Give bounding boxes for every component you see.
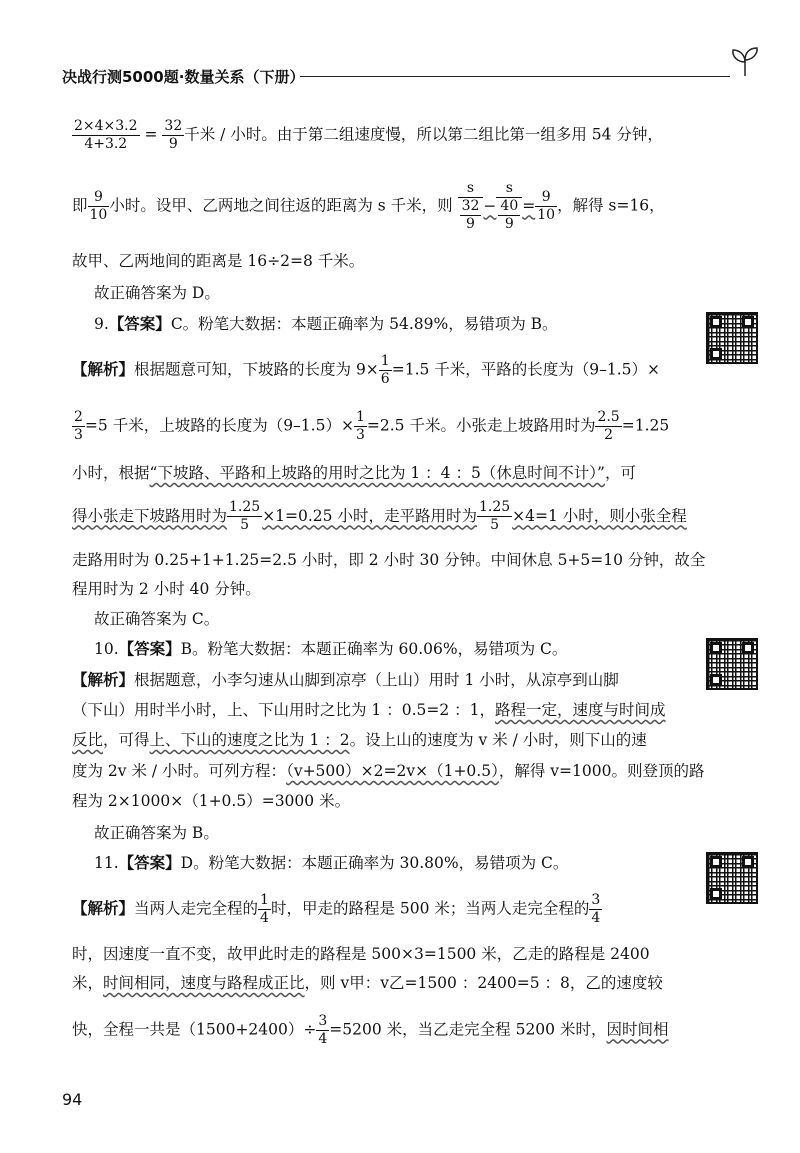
answer-line: 故正确答案为 B。 xyxy=(94,824,219,842)
q11-line-2: 时，因速度一直不变，故甲此时走的路程是 500×3=1500 米，乙走的路程是 2400 xyxy=(72,945,650,963)
q10-line-3: 反比，可得上、下山的速度之比为 1 ：2。设上山的速度为 v 米 / 小时，则下山的速 xyxy=(72,731,647,749)
line-b1-2: 即 $\frac{9}{10}$ 小时。设甲、乙两地之间往返的距离为 s 千米，则 $\frac{s}{\frac{32}{9}}$ − $\frac{s}{\frac{40}{9}}$ = $\frac{9}{10}$ ，解得 s=16， xyxy=(72,180,665,232)
q9-line-3: 小时，根据“下坡路、平路和上坡路的用时之比为 1 ：4 ：5（休息时间不计）”，可 xyxy=(72,464,636,482)
q11-line-1: 【解析】当两人走完全程的 $\frac{1}{4}$ 时，甲走的路程是 500 米；当两人走完全程的 $\frac{3}{4}$ xyxy=(72,892,601,926)
header-rule xyxy=(300,76,730,77)
fraction: $\frac{9}{10}$ xyxy=(89,189,108,223)
line-b1-1: $\frac{2\times 4\times 3.2}{4+3.2}$ = $\frac{32}{9}$ 千米 / 小时。由于第二组速度慢，所以第二组比第一组多用 54 分钟， xyxy=(74,118,663,152)
fraction: $\frac{1}{4}$ xyxy=(260,892,269,926)
fraction: $\frac{9}{10}$ xyxy=(537,189,556,223)
fraction: $\frac{32}{9}$ xyxy=(164,118,183,152)
fraction: $\frac{3}{4}$ xyxy=(318,1013,328,1047)
q11-answer: 11.【答案】D。粉笔大数据：本题正确率为 30.80%，易错项为 C。 xyxy=(94,854,569,872)
fraction: $\frac{1}{3}$ xyxy=(355,409,365,443)
q9-answer: 9.【答案】C。粉笔大数据：本题正确率为 54.89%，易错项为 B。 xyxy=(94,315,558,333)
fraction: $\frac{s}{\frac{40}{9}}$ xyxy=(496,180,522,233)
sprout-icon xyxy=(728,44,762,78)
q11-line-4: 快，全程一共是（1500+2400）÷ $\frac{3}{4}$ =5200 米，当乙走完全程 5200 米时，因时间相 xyxy=(72,1013,669,1047)
fraction: $\frac{2\times 4\times 3.2}{4+3.2}$ xyxy=(74,118,138,152)
q9-line-2: $\frac{2}{3}$ =5 千米，上坡路的长度为（9–1.5）× $\frac{1}{3}$ =2.5 千米。小张走上坡路用时为 $\frac{2.5}{2}$ =1.25 xyxy=(74,409,670,443)
page-number: 94 xyxy=(62,1090,83,1109)
q9-line-6: 程用时为 2 小时 40 分钟。 xyxy=(72,580,261,598)
qr-code-icon[interactable] xyxy=(706,638,758,690)
fraction: $\frac{2}{3}$ xyxy=(74,409,83,443)
fraction: $\frac{1.25}{5}$ xyxy=(478,499,511,533)
fraction: $\frac{1.25}{5}$ xyxy=(229,499,261,533)
q9-line-4: 得小张走下坡路用时为 $\frac{1.25}{5}$ ×1=0.25 小时，走平路用时为 $\frac{1.25}{5}$ ×4=1 小时，则小张全程 xyxy=(72,499,687,533)
fraction: $\frac{1}{6}$ xyxy=(380,353,390,387)
qr-code-icon[interactable] xyxy=(706,312,758,364)
fraction: $\frac{3}{4}$ xyxy=(591,892,601,926)
qr-code-icon[interactable] xyxy=(706,852,758,904)
running-header-title: 决战行测5000题·数量关系（下册） xyxy=(62,68,305,86)
fraction: $\frac{s}{\frac{32}{9}}$ xyxy=(458,180,484,233)
q9-line-5: 走路用时为 0.25+1+1.25=2.5 小时，即 2 小时 30 分钟。中间休息 5+5=10 分钟，故全 xyxy=(72,551,706,569)
equation-underlined: $\frac{s}{\frac{32}{9}}$ − $\frac{s}{\frac{40}{9}}$ = $\frac{9}{10}$ xyxy=(458,197,557,215)
q10-line-2: （下山）用时半小时，上、下山用时之比为 1 ：0.5=2 ：1，路程一定，速度与时间成 xyxy=(72,701,666,719)
q9-line-1: 【解析】根据题意可知，下坡路的长度为 9× $\frac{1}{6}$ =1.5 千米，平路的长度为（9–1.5）× xyxy=(72,353,661,387)
q11-line-3: 米，时间相同，速度与路程成正比，则 v甲：v乙=1500 ：2400=5 ：8，乙的速度较 xyxy=(72,974,663,992)
q10-line-1: 【解析】根据题意，小李匀速从山脚到凉亭（上山）用时 1 小时，从凉亭到山脚 xyxy=(72,671,619,689)
q10-line-4: 度为 2v 米 / 小时。可列方程：（v+500）×2=2v×（1+0.5），解得 v=1000。则登顶的路 xyxy=(72,762,705,780)
answer-line: 故正确答案为 D。 xyxy=(94,284,220,302)
answer-line: 故正确答案为 C。 xyxy=(94,610,220,628)
q10-answer: 10.【答案】B。粉笔大数据：本题正确率为 60.06%，易错项为 C。 xyxy=(94,640,568,658)
q10-line-5: 程为 2×1000×（1+0.5）=3000 米。 xyxy=(72,792,351,810)
line-b1-3: 故甲、乙两地间的距离是 16÷2=8 千米。 xyxy=(72,252,365,270)
fraction: $\frac{2.5}{2}$ xyxy=(597,409,620,443)
